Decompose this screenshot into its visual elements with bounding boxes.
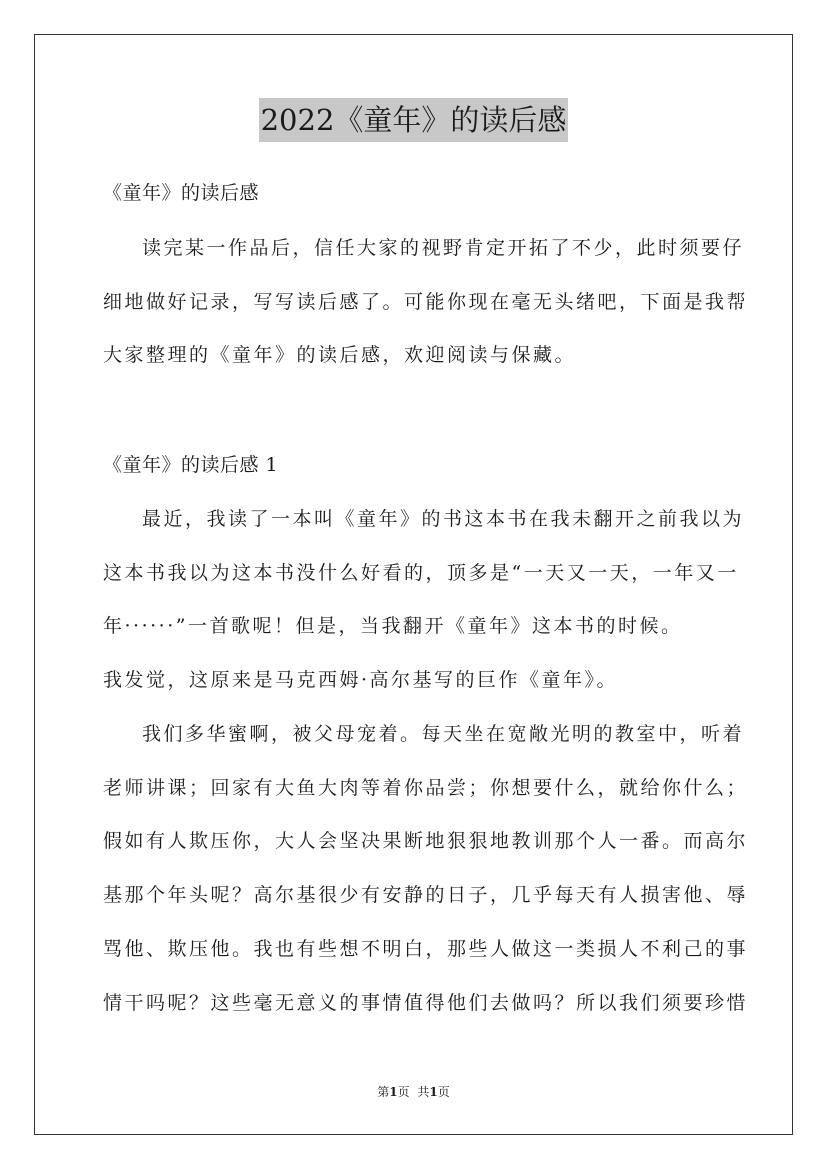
- title-container: [0, 98, 827, 142]
- footer-total-number: 1: [429, 1085, 438, 1099]
- paragraph-line: 读完某一作品后，信任大家的视野肯定开拓了不少，此时须要仔: [142, 237, 745, 259]
- paragraph-line: 老师讲课；回家有大鱼大肉等着你品尝；你想要什么，就给你什么；: [103, 777, 749, 799]
- paragraph-line: 最近，我读了一本叫《童年》的书这本书在我未翻开之前我以为: [142, 508, 745, 530]
- page-footer: [0, 1084, 827, 1100]
- paragraph-line: 骂他、欺压他。我也有些想不明白，那些人做这一类损人不利己的事: [103, 938, 749, 960]
- footer-page-number: 1: [389, 1085, 398, 1099]
- paragraph-line: 我们多华蜜啊，被父母宠着。每天坐在宽敞光明的教室中，听着: [142, 723, 745, 745]
- paragraph-line: 这本书我以为这本书没什么好看的，顶多是“一天又一天，一年又一: [103, 562, 739, 584]
- footer-page-prefix: 第: [377, 1085, 390, 1099]
- intro-heading: 《童年》的读后感: [103, 182, 260, 204]
- paragraph-line: 年······”一首歌呢！但是，当我翻开《童年》这本书的时候。: [103, 615, 683, 637]
- section-heading: 《童年》的读后感 1: [103, 454, 279, 476]
- paragraph-line: 基那个年头呢？高尔基很少有安静的日子，几乎每天有人损害他、辱: [103, 884, 749, 906]
- paragraph-line: 我发觉，这原来是马克西姆·高尔基写的巨作《童年》。: [103, 669, 619, 691]
- paragraph-line: 假如有人欺压你，大人会坚决果断地狠狠地教训那个人一番。而高尔: [103, 830, 749, 852]
- footer-page-suffix: 页: [397, 1085, 410, 1099]
- paragraph-line: 情干吗呢？这些毫无意义的事情值得他们去做吗？所以我们须要珍惜: [103, 992, 749, 1014]
- paragraph-line: 大家整理的《童年》的读后感，欢迎阅读与保藏。: [103, 344, 577, 366]
- paragraph-line: 细地做好记录，写写读后感了。可能你现在毫无头绪吧，下面是我帮: [103, 291, 749, 313]
- document-title: 2022《童年》的读后感: [259, 98, 569, 142]
- footer-total-suffix: 页: [437, 1085, 450, 1099]
- footer-total-prefix: 共: [417, 1085, 430, 1099]
